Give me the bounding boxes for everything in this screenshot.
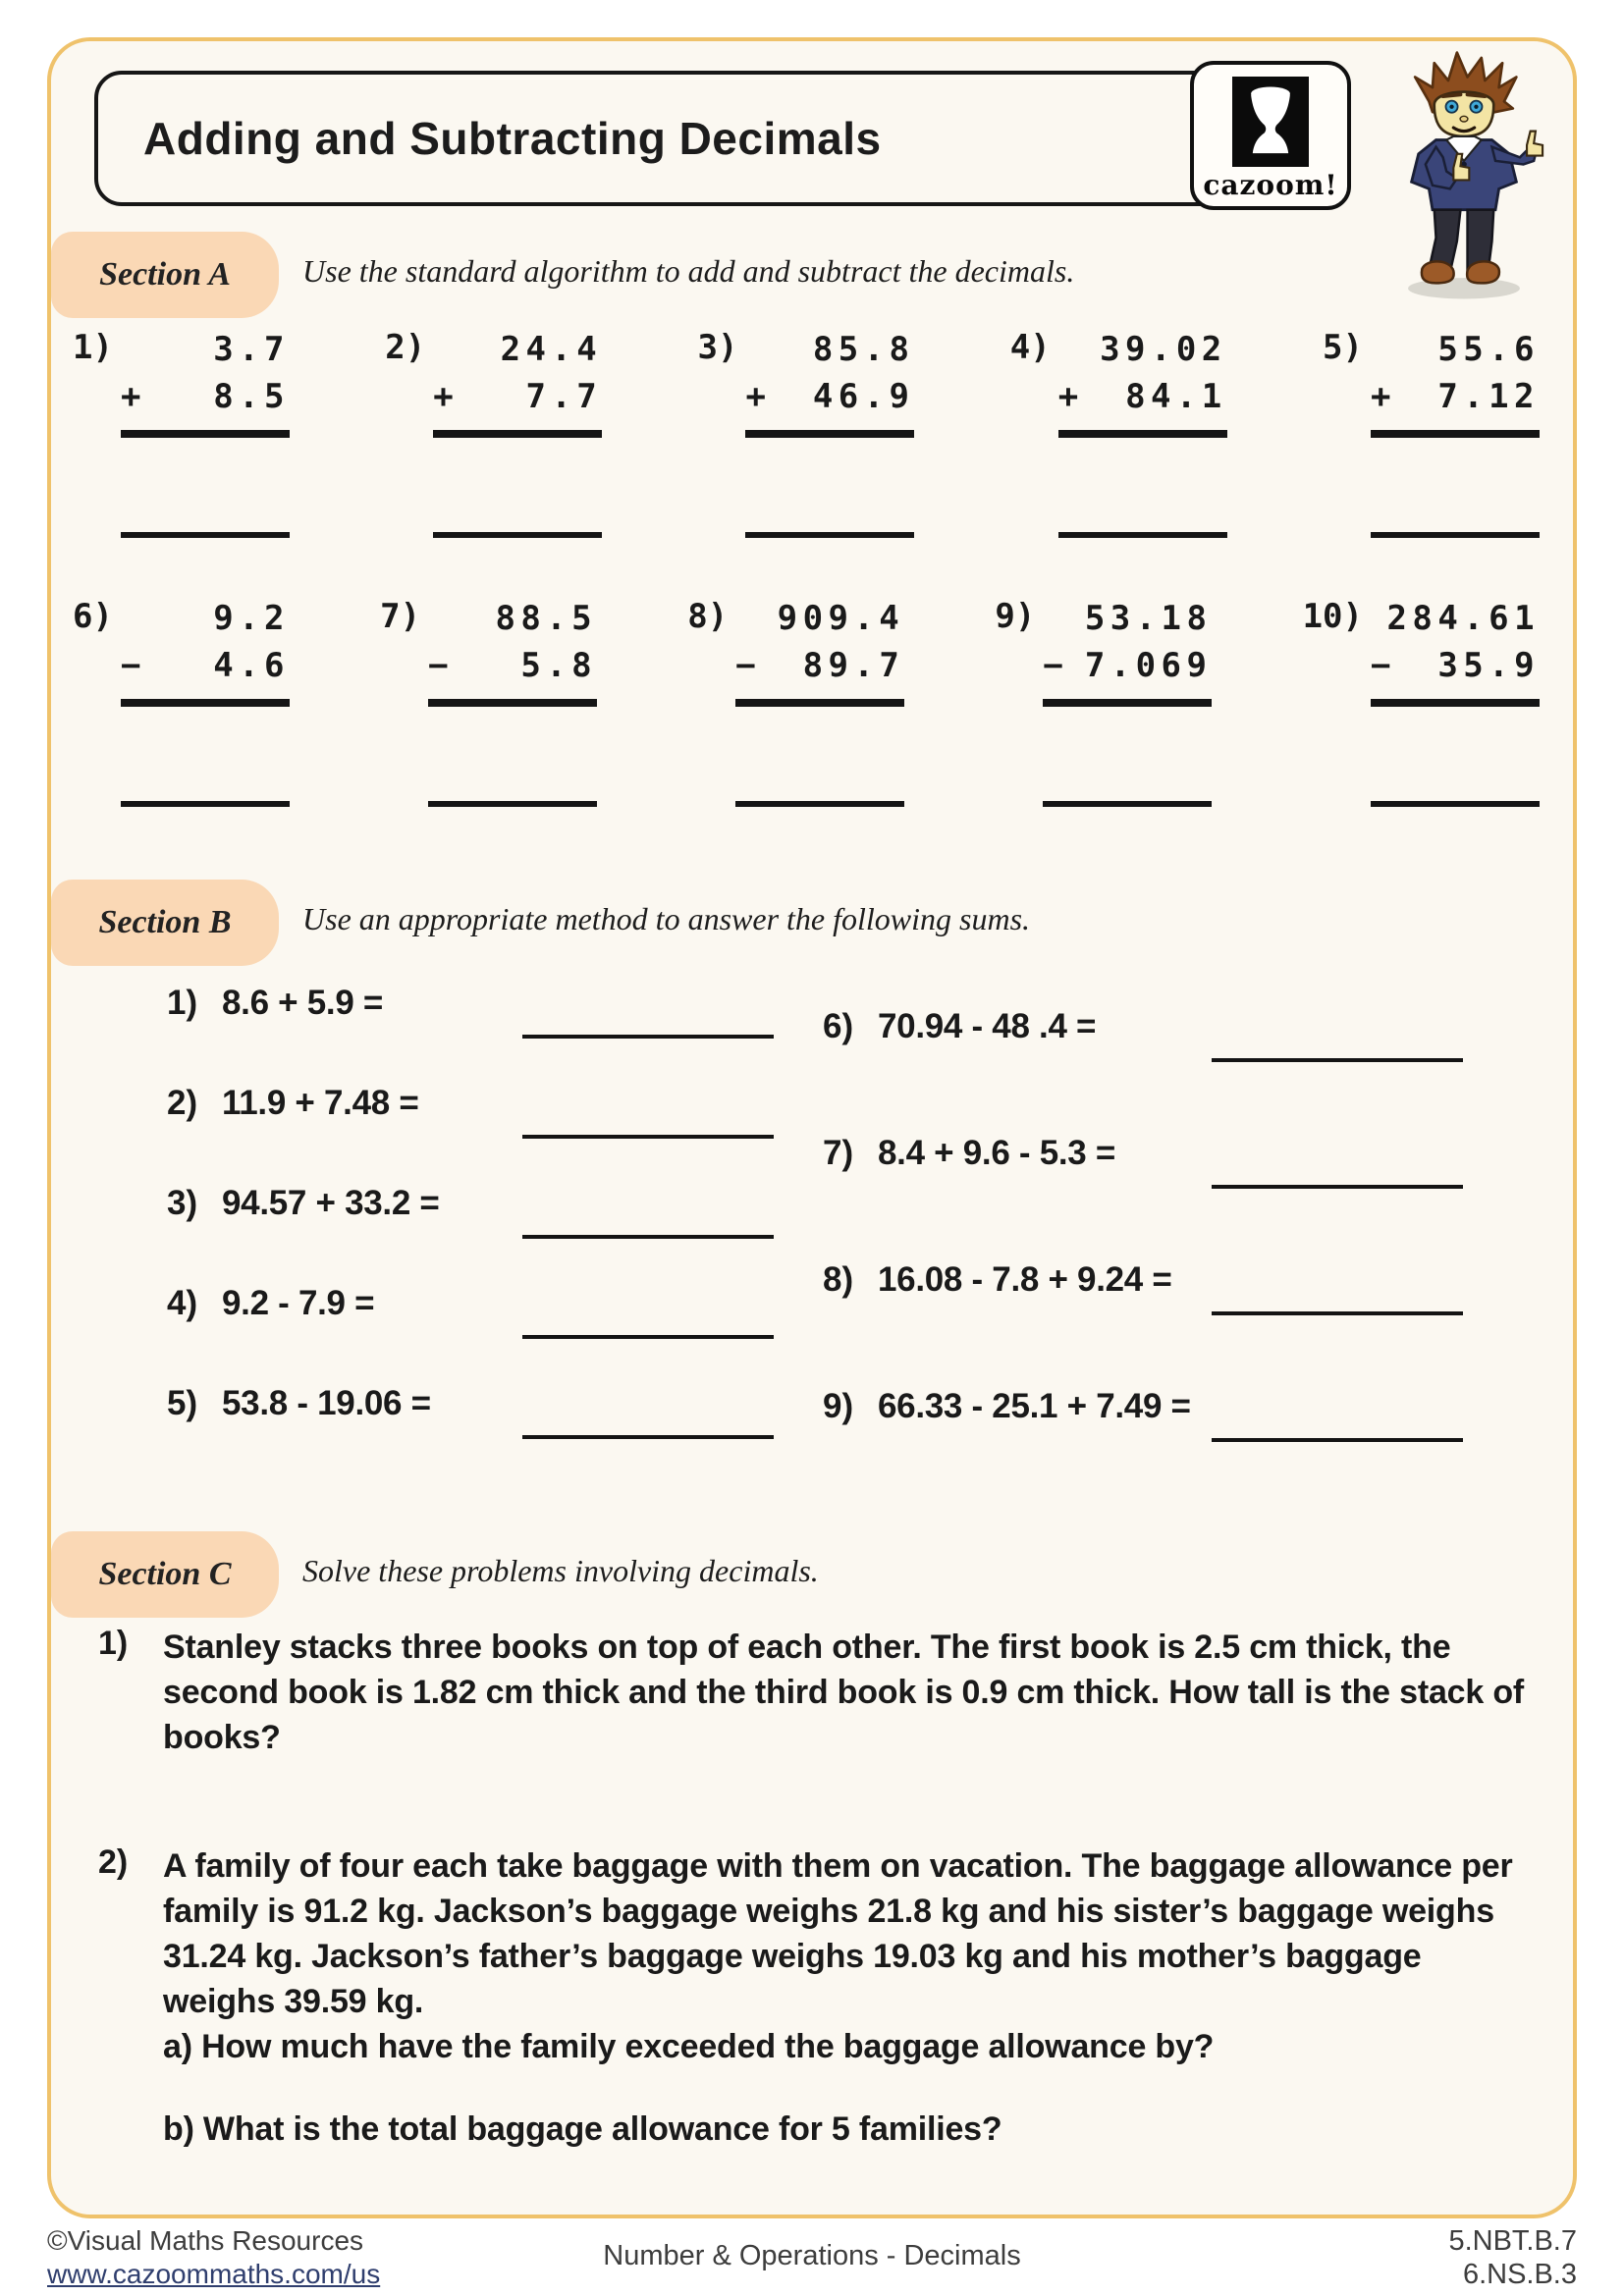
vertical-problem bbox=[385, 326, 602, 538]
operand-top: 284.61 bbox=[1386, 599, 1540, 638]
sum-line bbox=[433, 430, 602, 438]
problem-text: Stanley stacks three books on top of each other. The first book is 2.5 cm thick, the second book is 1.82 cm thick and the third book is 0.9 cm thick. How tall is the stack of books? bbox=[163, 1629, 1525, 1756]
operator: − bbox=[1043, 646, 1069, 685]
answer-blank bbox=[522, 1035, 774, 1039]
answer-blank bbox=[433, 532, 602, 538]
copyright-text: ©Visual Maths Resources bbox=[47, 2225, 364, 2256]
section-a-row-2 bbox=[73, 595, 1540, 807]
sum-line bbox=[121, 430, 290, 438]
section-b-label: Section B bbox=[51, 880, 279, 966]
problem-number: 1) bbox=[167, 984, 198, 1022]
operand-bottom: 7.12 bbox=[1437, 377, 1540, 416]
operator: + bbox=[1057, 377, 1084, 416]
vertical-problem bbox=[380, 595, 597, 807]
footer-topic: Number & Operations - Decimals bbox=[603, 2240, 1021, 2271]
answer-blank bbox=[735, 801, 904, 807]
expression: 8.4 + 9.6 - 5.3 = bbox=[878, 1134, 1116, 1172]
mascot-character bbox=[1377, 49, 1551, 302]
operand-top: 88.5 bbox=[495, 599, 598, 638]
problem-number: 3) bbox=[697, 328, 738, 367]
answer-blank bbox=[522, 1335, 774, 1339]
problem-number: 9) bbox=[995, 597, 1036, 636]
vertical-problem bbox=[73, 326, 290, 538]
answer-blank bbox=[1212, 1185, 1463, 1189]
vertical-problem bbox=[698, 326, 915, 538]
problem-number: 5) bbox=[167, 1384, 198, 1422]
vertical-problem bbox=[73, 595, 290, 807]
expression: 8.6 + 5.9 = bbox=[222, 984, 384, 1022]
operand-top: 3.7 bbox=[213, 330, 290, 369]
section-c-label: Section C bbox=[51, 1531, 279, 1618]
problem-number: 4) bbox=[1009, 328, 1051, 367]
answer-blank bbox=[428, 801, 597, 807]
operator: + bbox=[433, 377, 460, 416]
operator: − bbox=[1370, 646, 1396, 685]
operand-bottom: 46.9 bbox=[812, 377, 915, 416]
answer-blank bbox=[1212, 1438, 1463, 1442]
vertical-problem bbox=[687, 595, 904, 807]
problem-number: 9) bbox=[823, 1387, 854, 1425]
sum-problem bbox=[167, 1284, 774, 1323]
expression: 16.08 - 7.8 + 9.24 = bbox=[878, 1260, 1172, 1299]
operand-bottom: 35.9 bbox=[1437, 646, 1540, 685]
problem-number: 1) bbox=[73, 328, 113, 367]
sum-problem bbox=[823, 1387, 1463, 1426]
problem-number: 8) bbox=[687, 597, 729, 636]
operand-bottom: 5.8 bbox=[520, 646, 598, 685]
vertical-problem bbox=[1303, 595, 1540, 807]
problem-text: A family of four each take baggage with them on vacation. The baggage allowance per family is 91.2 kg. Jackson’s baggage weighs 21.8 kg and his sister’s baggage weighs 31.24 kg. Jackson’s father’s baggage weighs 19.03 kg and his mother’s baggage weighs 39.59 kg. bbox=[163, 1847, 1513, 2020]
sum-problem bbox=[167, 984, 774, 1023]
problem-number: 2) bbox=[385, 328, 426, 367]
operand-top: 55.6 bbox=[1437, 330, 1540, 369]
answer-blank bbox=[1212, 1311, 1463, 1315]
sum-line bbox=[1371, 699, 1540, 707]
problem-number: 7) bbox=[823, 1134, 854, 1172]
operand-bottom: 89.7 bbox=[802, 646, 905, 685]
logo-word: cazoom! bbox=[1203, 169, 1338, 201]
answer-blank bbox=[745, 532, 914, 538]
operand-bottom: 7.069 bbox=[1084, 646, 1213, 685]
expression: 94.57 + 33.2 = bbox=[222, 1184, 440, 1222]
sum-line bbox=[735, 699, 904, 707]
standard-code-2: 6.NS.B.3 bbox=[1462, 2259, 1577, 2290]
problem-part-b: b) What is the total baggage allowance for 5 families? bbox=[163, 2110, 1002, 2148]
problem-number: 6) bbox=[73, 597, 113, 636]
answer-blank bbox=[522, 1235, 774, 1239]
website-link[interactable]: www.cazoommaths.com/us bbox=[47, 2259, 381, 2289]
operator: − bbox=[428, 646, 455, 685]
problem-number: 1) bbox=[98, 1625, 129, 1662]
operand-top: 85.8 bbox=[812, 330, 915, 369]
answer-blank bbox=[522, 1435, 774, 1439]
sum-line bbox=[121, 699, 290, 707]
problem-number: 3) bbox=[167, 1184, 198, 1222]
operator: + bbox=[745, 377, 772, 416]
answer-blank bbox=[121, 801, 290, 807]
sum-problem bbox=[167, 1084, 774, 1123]
problem-number: 10) bbox=[1302, 597, 1363, 636]
page-title: Adding and Subtracting Decimals bbox=[143, 113, 882, 164]
operand-top: 909.4 bbox=[777, 599, 905, 638]
answer-blank bbox=[1043, 801, 1212, 807]
sum-line bbox=[1371, 430, 1540, 438]
answer-blank bbox=[522, 1135, 774, 1139]
operand-bottom: 4.6 bbox=[213, 646, 290, 685]
operand-top: 39.02 bbox=[1100, 330, 1227, 369]
expression: 11.9 + 7.48 = bbox=[222, 1084, 419, 1122]
section-b-right-column bbox=[823, 1007, 1463, 1426]
sum-problem bbox=[823, 1007, 1463, 1046]
problem-number: 2) bbox=[98, 1843, 129, 1881]
sum-line bbox=[1058, 430, 1227, 438]
problem-part-a: a) How much have the family exceeded the baggage allowance by? bbox=[163, 2028, 1215, 2065]
answer-blank bbox=[1212, 1058, 1463, 1062]
problem-number: 5) bbox=[1323, 328, 1363, 367]
answer-blank bbox=[1058, 532, 1227, 538]
section-b-left-column bbox=[167, 984, 774, 1423]
answer-blank bbox=[121, 532, 290, 538]
operator: + bbox=[120, 377, 146, 416]
section-a-row-1 bbox=[73, 326, 1540, 538]
vertical-problem bbox=[1323, 326, 1540, 538]
operator: + bbox=[1370, 377, 1396, 416]
operand-bottom: 7.7 bbox=[525, 377, 603, 416]
operand-top: 9.2 bbox=[213, 599, 290, 638]
title-box bbox=[94, 71, 1349, 206]
sum-line bbox=[745, 430, 914, 438]
section-c-instruction: Solve these problems involving decimals. bbox=[302, 1553, 819, 1588]
problem-number: 7) bbox=[380, 597, 421, 636]
word-problem-2 bbox=[98, 1843, 1532, 2152]
expression: 53.8 - 19.06 = bbox=[222, 1384, 431, 1422]
cazoom-drum-icon bbox=[1232, 77, 1309, 167]
expression: 70.94 - 48 .4 = bbox=[878, 1007, 1097, 1045]
sum-problem bbox=[823, 1260, 1463, 1300]
operand-bottom: 8.5 bbox=[213, 377, 290, 416]
answer-blank bbox=[1371, 532, 1540, 538]
problem-number: 2) bbox=[167, 1084, 198, 1122]
sum-line bbox=[1043, 699, 1212, 707]
footer bbox=[47, 2220, 1577, 2295]
problem-number: 8) bbox=[823, 1260, 854, 1299]
word-problem-1 bbox=[98, 1625, 1532, 1760]
section-a-instruction: Use the standard algorithm to add and subtract the decimals. bbox=[302, 253, 1075, 289]
sum-problem bbox=[167, 1384, 774, 1423]
operand-bottom: 84.1 bbox=[1125, 377, 1227, 416]
standard-code-1: 5.NBT.B.7 bbox=[1448, 2225, 1577, 2257]
problem-number: 4) bbox=[167, 1284, 198, 1322]
sum-line bbox=[428, 699, 597, 707]
operator: − bbox=[735, 646, 762, 685]
problem-number: 6) bbox=[823, 1007, 854, 1045]
operand-top: 53.18 bbox=[1084, 599, 1213, 638]
vertical-problem bbox=[1010, 326, 1227, 538]
operand-top: 24.4 bbox=[500, 330, 603, 369]
expression: 66.33 - 25.1 + 7.49 = bbox=[878, 1387, 1191, 1425]
sum-problem bbox=[823, 1134, 1463, 1173]
operator: − bbox=[120, 646, 146, 685]
vertical-problem bbox=[995, 595, 1212, 807]
expression: 9.2 - 7.9 = bbox=[222, 1284, 375, 1322]
section-a-label: Section A bbox=[51, 232, 279, 318]
answer-blank bbox=[1371, 801, 1540, 807]
cazoom-logo bbox=[1190, 61, 1351, 210]
section-b-instruction: Use an appropriate method to answer the following sums. bbox=[302, 901, 1031, 936]
sum-problem bbox=[167, 1184, 774, 1223]
